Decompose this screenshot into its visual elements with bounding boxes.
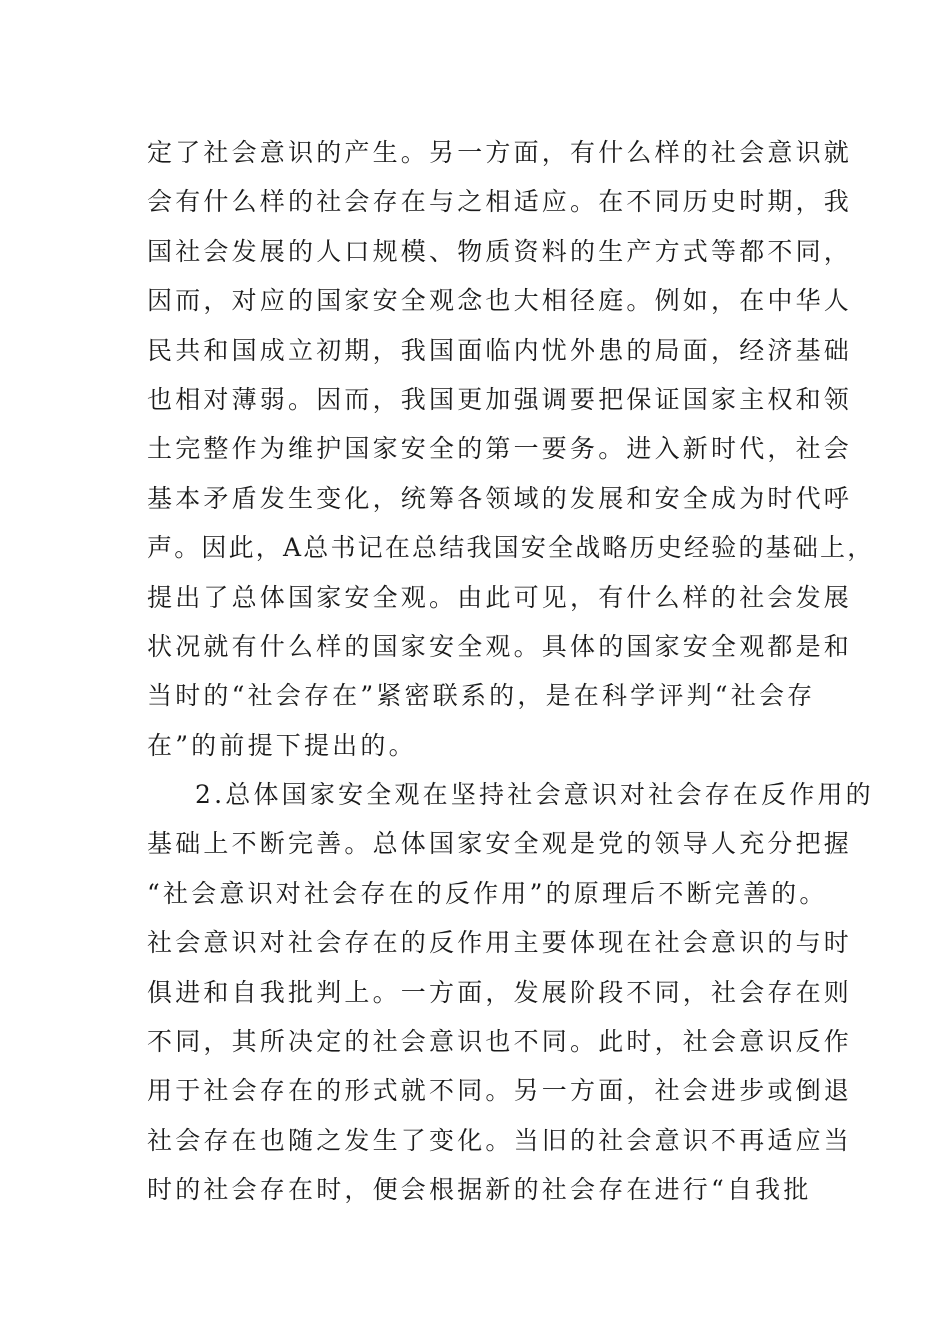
text-line-16: “社会意识对社会存在的反作用”的原理后不断完善的。 (147, 878, 828, 908)
text-line-19: 不同，其所决定的社会意识也不同。此时，社会意识反作 (147, 1027, 853, 1057)
text-line-15: 基础上不断完善。总体国家安全观是党的领导人充分把握 (147, 829, 853, 859)
text-line-10: 提出了总体国家安全观。由此可见，有什么样的社会发展 (147, 582, 853, 612)
text-line-21: 社会存在也随之发生了变化。当旧的社会意识不再适应当 (147, 1125, 853, 1155)
text-line-2: 会有什么样的社会存在与之相适应。在不同历史时期，我 (147, 187, 853, 217)
text-line-8: 基本矛盾发生变化，统筹各领域的发展和安全成为时代呼 (147, 483, 853, 513)
text-line-1: 定了社会意识的产生。另一方面，有什么样的社会意识就 (147, 138, 853, 167)
text-line-7: 土完整作为维护国家安全的第一要务。进入新时代，社会 (147, 434, 853, 464)
body-text (147, 128, 875, 1215)
text-line-4: 因而，对应的国家安全观念也大相径庭。例如，在中华人 (147, 286, 853, 316)
text-line-5: 民共和国成立初期，我国面临内忧外患的局面，经济基础 (147, 335, 853, 365)
text-line-17: 社会意识对社会存在的反作用主要体现在社会意识的与时 (147, 928, 853, 958)
text-line-12: 当时的“社会存在”紧密联系的，是在科学评判“社会存 (147, 681, 816, 711)
text-line-13: 在”的前提下提出的。 (147, 730, 417, 760)
section-heading-line: 2.总体国家安全观在坚持社会意识对社会存在反作用的 (195, 780, 874, 810)
text-line-9: 声。因此，A总书记在总结我国安全战略历史经验的基础上， (147, 533, 875, 563)
text-line-18: 俱进和自我批判上。一方面，发展阶段不同，社会存在则 (147, 977, 853, 1007)
text-line-11: 状况就有什么样的国家安全观。具体的国家安全观都是和 (147, 631, 853, 661)
text-line-22: 时的社会存在时，便会根据新的社会存在进行“自我批 (147, 1175, 812, 1205)
text-line-3: 国社会发展的人口规模、物质资料的生产方式等都不同， (147, 236, 853, 266)
text-line-20: 用于社会存在的形式就不同。另一方面，社会进步或倒退 (147, 1076, 853, 1106)
text-line-6: 也相对薄弱。因而，我国更加强调要把保证国家主权和领 (147, 384, 853, 414)
